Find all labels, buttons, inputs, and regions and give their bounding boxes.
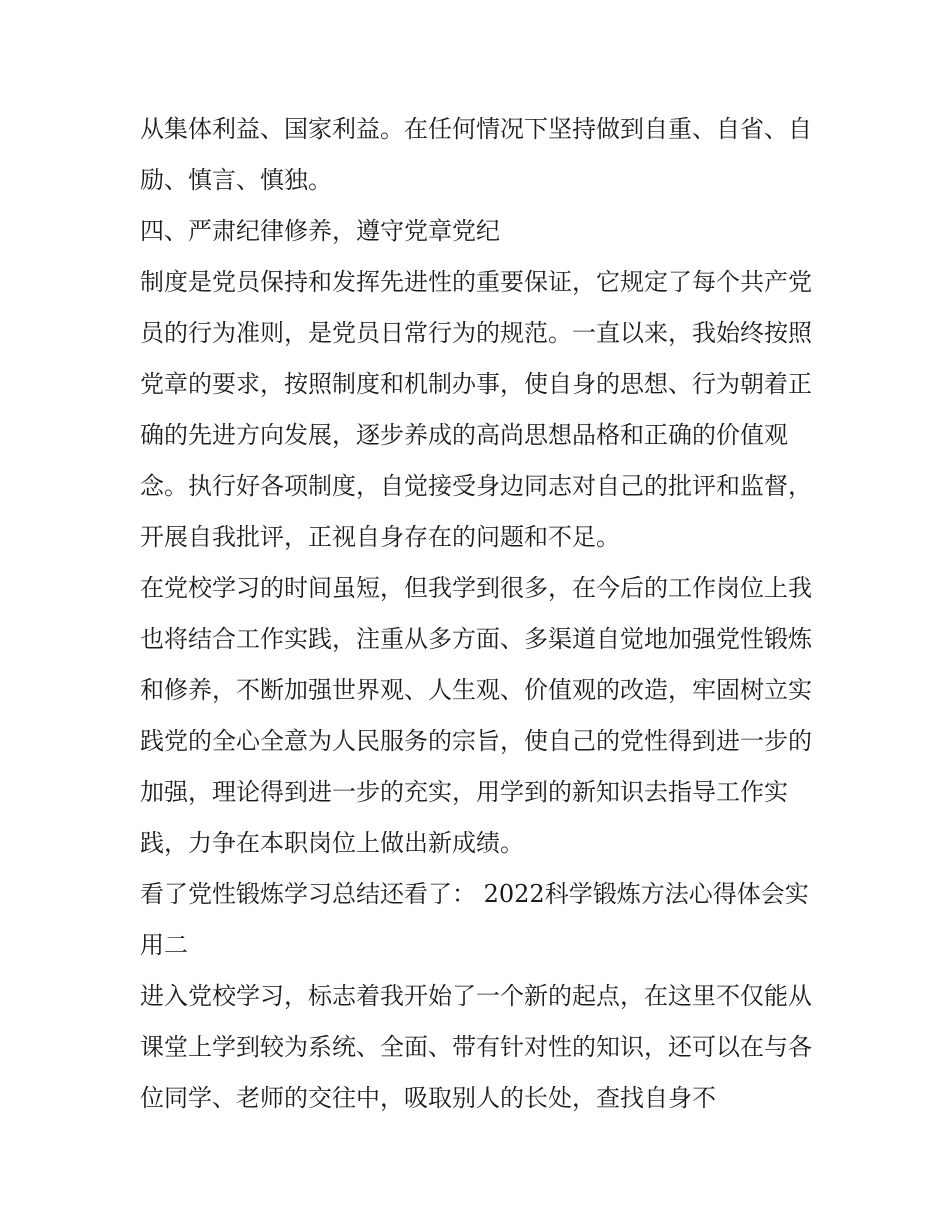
paragraph-continuation: 从集体利益、国家利益。在任何情况下坚持做到自重、自省、自励、慎言、慎独。: [140, 115, 812, 194]
paragraph-conclusion: 在党校学习的时间虽短，但我学到很多，在今后的工作岗位上我也将结合工作实践，注重从多方面、多渠道自觉地加强党性锻炼和修养，不断加强世界观、人生观、价值观的改造，牢固树立实践党的全心全意为人民服务的宗旨，使自己的党性得到进一步的加强，理论得到进一步的充实，用学到的新知识去指导工作实践，力争在本职岗位上做出新成绩。: [140, 574, 812, 857]
section-heading: 四、严肃纪律修养，遵守党章党纪: [140, 217, 500, 245]
paragraph-discipline: 制度是党员保持和发挥先进性的重要保证，它规定了每个共产党员的行为准则，是党员日常行为的规范。一直以来，我始终按照党章的要求，按照制度和机制办事，使自身的思想、行为朝着正确的先进方向发展，逐步养成的高尚思想品格和正确的价值观念。执行好各项制度，自觉接受身边同志对自己的批评和监督，开展自我批评，正视自身存在的问题和不足。: [140, 268, 812, 551]
paragraph-intro: 进入党校学习，标志着我开始了一个新的起点，在这里不仅能从课堂上学到较为系统、全面、带有针对性的知识，还可以在与各位同学、老师的交往中，吸取别人的长处，查找自身不: [140, 982, 812, 1112]
document-body: [140, 104, 820, 1124]
related-article-line: 看了党性锻炼学习总结还看了： 2022科学锻炼方法心得体会实用二: [140, 880, 809, 959]
